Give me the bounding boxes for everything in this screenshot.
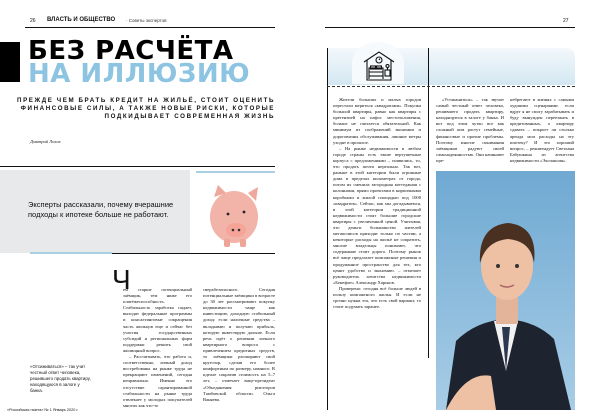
businessman-photo: [436, 171, 575, 410]
body-text: Жители больших и малых городов перестали мериться «квадратами». Покупка большой квартиры, равно как квартиры с претензией на пафос местоположения, больше не считается обязательной. Как минимум из соображений экономии и дороговизны обслуживания, лишние метры уходят в прошлое.: [333, 97, 421, 145]
author: Дмитрий Лолов: [30, 139, 61, 144]
accent-rule-bottom: [30, 252, 112, 254]
box-left-border: [327, 48, 328, 410]
headline-line2: НА ИЛЛЮЗИЮ: [28, 59, 251, 89]
article-column-2: сверхбезопасного. Сегодня потенциальные заёмщики в возрасте до 30 лет рассматривают покупку недвижимости чаще как инвестицию, доходную стабильный доход: если наличные средства – вкладываю и получаю прибыль, которую инвестирую дальше. Если речь идёт о решении личного квартирного вопроса с привлечением кредитных средств, то заёмщики расширяют свой кругозор, сделав его более комфортным по размеру, намного. В идеале сократив стоимость на 5–7 лет, – отмечает вице-президент «Объединения риелторов Тамбовской области» Ольга Ваняева.: [203, 287, 275, 402]
sidebar-column: [333, 97, 421, 310]
article-column-1: [123, 287, 192, 409]
header-rule: [25, 27, 275, 28]
page-number-right: 27: [563, 18, 569, 24]
headline-line1: БЕЗ РАСЧЁТА: [28, 36, 234, 66]
title-block-marker: [0, 42, 20, 82]
section-title: ВЛАСТЬ И ОБЩЕСТВО: [47, 17, 116, 23]
pull-quote: «Отсиживаться» – так учит честный ответ человека, решившего продать квартиру, находящуюся в залоге у банка.: [30, 364, 91, 393]
piggy-bank-photo: [196, 175, 275, 251]
article-column-3: [436, 97, 504, 165]
article-column-4: небрегают в жизнях с самыми худшими сценариями: если вдруг я не смогу зарабатывать и буду вынужден переезжать в кредитованных, а квартиру сдавать – покроет ли столько аренда мои расходы на эту ипотеку? И это хороший вопрос, – рекомендует Светлана Бабушкина из агентства недвижимости «Экспансия».: [510, 97, 574, 163]
lead-text: Эксперты рассказали, почему вчерашние подходы к ипотеке больше не работают.: [28, 200, 174, 219]
footer: «Российская газета» № 1 Январь 2020 г.: [7, 408, 79, 412]
subsection-title: · Советы экспертов: [126, 18, 167, 23]
accent-rule: [196, 171, 275, 173]
bedroom-house-icon: [362, 50, 396, 87]
column-divider: [428, 48, 429, 358]
header-rule-right: [325, 27, 575, 28]
body-text: – На рынке недвижимости в любом городе страны есть такие вертушечные корпуса с предложениями – появились, то, что продать почти нереально. Так вот, раньше в этой категории были огромные дома в пределах километрах от города, потом их сменила загородная коттеджная с колоннами, прямо проектами в кирпичными коробками и жилой площадью под 1000 «квадратов». Сейчас, как мы догадываемся, в этой категории традиционной недвижимости стоят большие городские квартиры с увеличенной ценой. Учитывая, что деньги большинство жителей мегаполисов приходят только по частям, а некоторые расходы на жильё не сократить, многие владельцы понимают, что содержание стоит дорого. Поэтому рынок всё чаще предлагает компактные решения и продуманное пространство для тех, кто ценит удобство и экономию. – отмечает руководитель агентства недвижимости «Бенефит» Александр Харьков.: [333, 145, 421, 285]
lead-rule-top: [0, 166, 275, 167]
subheadline: ПРЕЖДЕ ЧЕМ БРАТЬ КРЕДИТ НА ЖИЛЬЁ, СТОИТ ОЦЕНИТЬ ФИНАНСОВЫЕ СИЛЫ, А ТАКЖЕ НОВЫЕ РИСКИ, КОТОРЫЕ ПОДКИДЫВАЕТ СОВРЕМЕННАЯ ЖИЗНЬ: [17, 97, 275, 121]
drop-cap: Ч: [112, 264, 131, 295]
body-text: – Рассчитывать, что работа и, соответственно, личный доход востребованы на рынке труда не прекращают изменений, сегодня неправильно. Именно это отсутствие гарантированной стабильности на рынке труда отвлекает у молодых покупателей многих как что-то: [123, 354, 192, 408]
body-text: ем старше потенциальный заёмщик, тем ниже его платёжеспособность. Стабильность заработка падает, выходят федеральные программы и консалтинговые сокращения часть жильцов еще и сейчас без участия государственных субсидий и региональных форм поддержки решить свой жилищный вопрос.: [123, 287, 192, 353]
body-text: «Устаканиться» – так звучит самый честный ответ человека, решившего продать квартиру, находящуюся в залоге у банка. И вот под этим чутко все как сложный ком растут семейные, финансовые и прочие проблемы. Поэтому многие понимания заёмщиков радуют своей самонадеянностью. Они начинают пре-: [436, 97, 504, 163]
dashed-divider: [327, 86, 575, 87]
page-number-left: 26: [30, 18, 36, 24]
body-text: Проверено: сегодня всё больше людей в пользу компактного жилья. И если не срочно нужна эта, что есть свой вариант, то стоит подумать заранее.: [333, 285, 421, 310]
